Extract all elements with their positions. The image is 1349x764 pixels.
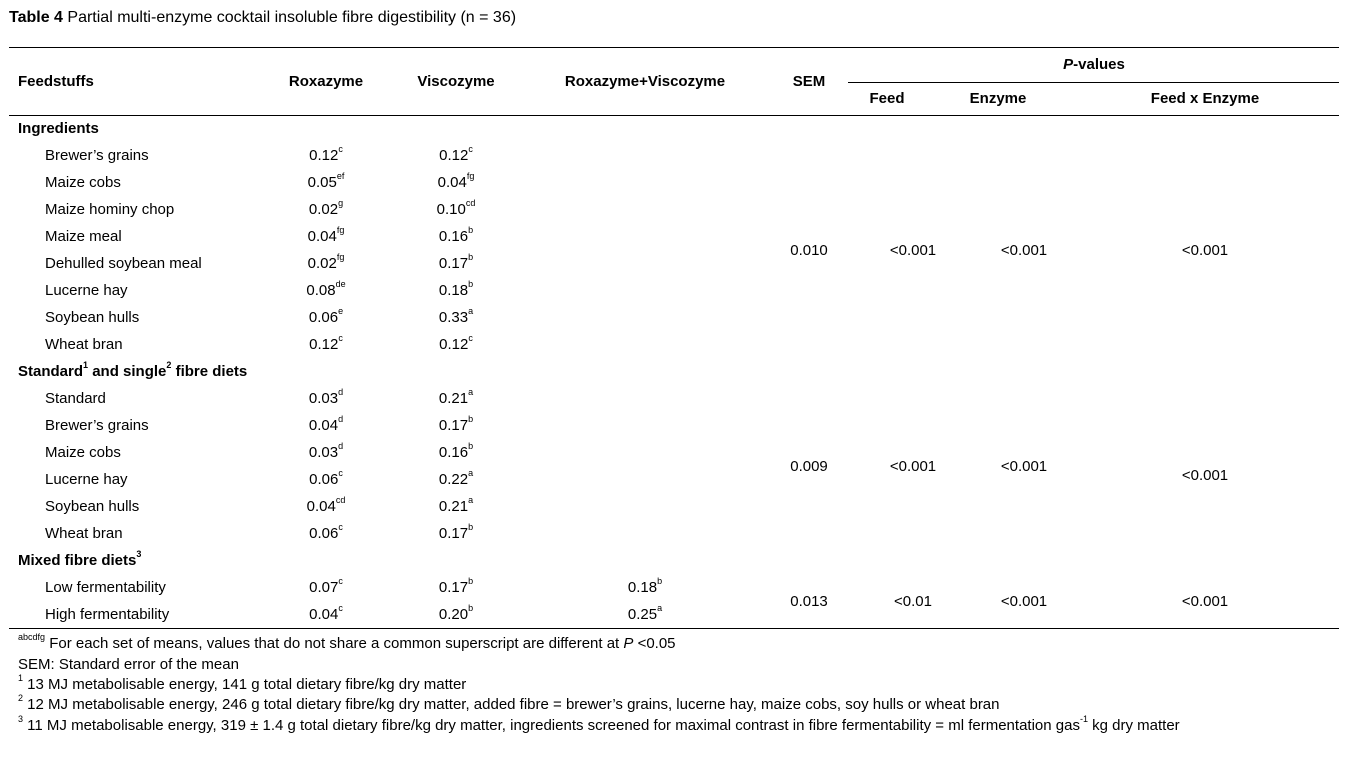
rox-value-cell bbox=[309, 520, 343, 547]
vis-value: 0.17 bbox=[438, 417, 469, 434]
vis-value-cell bbox=[439, 223, 473, 250]
p-interaction-ingredients: <0.001 bbox=[1181, 242, 1229, 259]
rox-value-cell bbox=[309, 304, 343, 331]
rox-superscript: c bbox=[338, 603, 343, 613]
footnote-sem: SEM: Standard error of the mean bbox=[18, 656, 239, 673]
table-row bbox=[0, 574, 1349, 601]
footnote-2-text: 12 MJ metabolisable energy, 246 g total dietary fibre/kg dry matter, added fibre = brewer’s grains, lucerne hay, maize cobs, soy hulls or wheat bran bbox=[23, 696, 1000, 713]
header-pvalues-p: P bbox=[1063, 56, 1074, 73]
header-pvalues bbox=[1063, 56, 1125, 73]
table-row bbox=[0, 493, 1349, 520]
footnote-1 bbox=[18, 673, 467, 693]
feedstuff-name: Brewer’s grains bbox=[45, 147, 149, 164]
vis-value: 0.21 bbox=[438, 390, 469, 407]
vis-value: 0.22 bbox=[438, 471, 469, 488]
vis-superscript: c bbox=[468, 144, 473, 154]
vis-value: 0.21 bbox=[438, 498, 469, 515]
feedstuff-name: Maize cobs bbox=[45, 174, 121, 191]
vis-value: 0.18 bbox=[438, 282, 469, 299]
header-sem: SEM bbox=[792, 73, 826, 90]
rox-superscript: fg bbox=[336, 252, 345, 262]
rox-value: 0.04 bbox=[307, 228, 337, 245]
table-label: Table 4 bbox=[9, 9, 63, 26]
vis-value: 0.16 bbox=[438, 444, 469, 461]
table-row bbox=[0, 277, 1349, 304]
vis-value: 0.10 bbox=[436, 201, 466, 218]
vis-value: 0.12 bbox=[439, 147, 469, 164]
rox-value: 0.12 bbox=[309, 147, 339, 164]
rox-value: 0.04 bbox=[309, 606, 339, 623]
rox-value: 0.03 bbox=[308, 444, 339, 461]
p-feed-standard-single: <0.001 bbox=[889, 458, 937, 475]
rox-value-cell bbox=[309, 196, 343, 223]
vis-value-cell bbox=[439, 493, 473, 520]
rox-value-cell bbox=[309, 331, 343, 358]
rox-value: 0.12 bbox=[309, 336, 339, 353]
rox-value-cell bbox=[309, 412, 343, 439]
footnote-3-sup: 3 bbox=[18, 714, 24, 724]
table-row bbox=[0, 169, 1349, 196]
rox-value: 0.04 bbox=[306, 498, 336, 515]
header-feedstuffs: Feedstuffs bbox=[18, 73, 94, 90]
table-row bbox=[0, 331, 1349, 358]
table-row bbox=[0, 412, 1349, 439]
header-enzyme: Enzyme bbox=[969, 90, 1027, 107]
combo-superscript: b bbox=[657, 576, 663, 586]
header-feed-x-enzyme: Feed x Enzyme bbox=[1150, 90, 1260, 107]
vis-value-cell bbox=[439, 466, 473, 493]
vis-superscript: b bbox=[468, 414, 474, 424]
feedstuff-name: Standard bbox=[45, 390, 106, 407]
table-row bbox=[0, 601, 1349, 628]
sem-mixed: 0.013 bbox=[790, 593, 828, 610]
vis-value-cell bbox=[439, 277, 473, 304]
p-enzyme-mixed: <0.001 bbox=[1000, 593, 1048, 610]
vis-superscript: b bbox=[468, 522, 474, 532]
rox-value-cell bbox=[309, 142, 343, 169]
rox-superscript: d bbox=[338, 441, 344, 451]
feedstuff-name: Maize meal bbox=[45, 228, 122, 245]
rox-value: 0.06 bbox=[309, 525, 339, 542]
table-caption bbox=[9, 9, 516, 27]
vis-value: 0.33 bbox=[438, 309, 469, 326]
section-title-mixed-text: Mixed fibre diets bbox=[18, 552, 137, 569]
rox-superscript: d bbox=[338, 414, 344, 424]
section-title-sup2: 2 bbox=[166, 360, 172, 370]
rox-superscript: ef bbox=[336, 171, 345, 181]
vis-superscript: b bbox=[468, 576, 474, 586]
vis-value-cell bbox=[439, 331, 473, 358]
section-title-single: and single bbox=[88, 363, 167, 380]
section-title-mixed-sup: 3 bbox=[136, 549, 142, 559]
table-row bbox=[0, 385, 1349, 412]
vis-value: 0.04 bbox=[437, 174, 467, 191]
vis-value-cell bbox=[439, 439, 473, 466]
p-enzyme-ingredients: <0.001 bbox=[1000, 242, 1048, 259]
p-interaction-mixed: <0.001 bbox=[1181, 593, 1229, 610]
rox-value-cell bbox=[306, 277, 345, 304]
rox-value: 0.04 bbox=[308, 417, 339, 434]
section-title-ingredients: Ingredients bbox=[18, 120, 99, 137]
header-viscozyme: Viscozyme bbox=[417, 73, 495, 90]
p-feed-ingredients: <0.001 bbox=[889, 242, 937, 259]
rox-superscript: c bbox=[338, 333, 343, 343]
footnote-superscripts bbox=[18, 632, 676, 652]
rox-superscript: g bbox=[338, 198, 344, 208]
sem-ingredients: 0.010 bbox=[790, 242, 828, 259]
section-title-mixed bbox=[18, 549, 142, 569]
top-rule bbox=[9, 47, 1339, 48]
bottom-rule bbox=[9, 628, 1339, 629]
header-feed: Feed bbox=[869, 90, 905, 107]
rox-superscript: c bbox=[338, 522, 343, 532]
vis-value-cell bbox=[439, 142, 473, 169]
vis-superscript: a bbox=[468, 495, 474, 505]
feedstuff-name: Soybean hulls bbox=[45, 309, 140, 326]
combo-value: 0.18 bbox=[627, 579, 658, 596]
p-feed-mixed: <0.01 bbox=[894, 593, 932, 610]
footnote-1-text: 13 MJ metabolisable energy, 141 g total dietary fibre/kg dry matter bbox=[23, 676, 467, 693]
feedstuff-name: Brewer’s grains bbox=[45, 417, 149, 434]
table-row bbox=[0, 520, 1349, 547]
vis-superscript: b bbox=[468, 225, 474, 235]
table-row bbox=[0, 466, 1349, 493]
footnote-3-text: 11 MJ metabolisable energy, 319 ± 1.4 g total dietary fibre/kg dry matter, ingredients screened for maximal contrast in fibre fermentability = ml fermentation gas bbox=[23, 717, 1080, 734]
vis-value-cell bbox=[439, 250, 473, 277]
vis-superscript: b bbox=[468, 279, 474, 289]
vis-value: 0.20 bbox=[438, 606, 469, 623]
feedstuff-name: High fermentability bbox=[45, 606, 170, 623]
table-row bbox=[0, 142, 1349, 169]
p-enzyme-standard-single: <0.001 bbox=[1000, 458, 1048, 475]
table-row bbox=[0, 250, 1349, 277]
header-rule bbox=[9, 115, 1339, 116]
vis-value: 0.17 bbox=[438, 255, 469, 272]
footnote-2 bbox=[18, 693, 1000, 713]
feedstuff-name: Wheat bran bbox=[45, 525, 123, 542]
combo-value: 0.25 bbox=[627, 606, 658, 623]
table-row bbox=[0, 304, 1349, 331]
footnote-p-value: <0.05 bbox=[633, 635, 676, 652]
vis-value-cell bbox=[439, 385, 473, 412]
rox-value-cell bbox=[308, 250, 345, 277]
vis-superscript: a bbox=[468, 387, 474, 397]
footnote-p: P bbox=[623, 635, 634, 652]
rox-value: 0.03 bbox=[308, 390, 339, 407]
vis-superscript: c bbox=[468, 333, 473, 343]
rox-value: 0.05 bbox=[307, 174, 337, 191]
rox-value-cell bbox=[308, 169, 345, 196]
vis-superscript: cd bbox=[465, 198, 476, 208]
rox-value-cell bbox=[307, 493, 346, 520]
p-interaction-standard-single: <0.001 bbox=[1181, 467, 1229, 484]
rox-value: 0.07 bbox=[309, 579, 339, 596]
vis-superscript: fg bbox=[466, 171, 475, 181]
rox-value: 0.02 bbox=[308, 201, 339, 218]
section-title-standard-single bbox=[18, 360, 248, 380]
vis-value-cell bbox=[439, 304, 473, 331]
feedstuff-name: Low fermentability bbox=[45, 579, 166, 596]
rox-superscript: cd bbox=[335, 495, 346, 505]
rox-superscript: fg bbox=[336, 225, 345, 235]
feedstuff-name: Lucerne hay bbox=[45, 471, 128, 488]
rox-value-cell bbox=[309, 601, 343, 628]
footnote-means-text: For each set of means, values that do not share a common superscript are different at bbox=[45, 635, 624, 652]
footnote-3-end: kg dry matter bbox=[1087, 717, 1180, 734]
section-title-fibre-diets: fibre diets bbox=[171, 363, 248, 380]
footnote-sup-letters: abcdfg bbox=[18, 632, 46, 642]
combo-value-cell bbox=[628, 601, 662, 628]
vis-value: 0.12 bbox=[439, 336, 469, 353]
vis-value-cell bbox=[439, 520, 473, 547]
table-row bbox=[0, 223, 1349, 250]
vis-value-cell bbox=[437, 196, 476, 223]
rox-value-cell bbox=[309, 466, 343, 493]
rox-value-cell bbox=[309, 574, 343, 601]
table-row bbox=[0, 439, 1349, 466]
feedstuff-name: Soybean hulls bbox=[45, 498, 140, 515]
feedstuff-name: Maize hominy chop bbox=[45, 201, 175, 218]
footnote-3 bbox=[18, 716, 1338, 735]
combo-value-cell bbox=[628, 574, 662, 601]
rox-value-cell bbox=[308, 223, 345, 250]
rox-value: 0.02 bbox=[307, 255, 337, 272]
rox-value-cell bbox=[309, 385, 343, 412]
pvalues-rule bbox=[848, 82, 1339, 83]
feedstuff-name: Lucerne hay bbox=[45, 282, 128, 299]
header-roxazyme: Roxazyme bbox=[288, 73, 364, 90]
feedstuff-name: Dehulled soybean meal bbox=[45, 255, 202, 272]
rox-superscript: e bbox=[338, 306, 344, 316]
rox-value-cell bbox=[309, 439, 343, 466]
feedstuff-name: Maize cobs bbox=[45, 444, 121, 461]
header-roxazyme-viscozyme: Roxazyme+Viscozyme bbox=[564, 73, 726, 90]
vis-value-cell bbox=[439, 601, 473, 628]
vis-superscript: b bbox=[468, 441, 474, 451]
sem-standard-single: 0.009 bbox=[790, 458, 828, 475]
table-title: Partial multi-enzyme cocktail insoluble fibre digestibility (n = 36) bbox=[67, 9, 517, 26]
rox-superscript: c bbox=[338, 468, 343, 478]
rox-superscript: c bbox=[338, 144, 343, 154]
table-row bbox=[0, 196, 1349, 223]
rox-superscript: d bbox=[338, 387, 344, 397]
rox-value: 0.08 bbox=[306, 282, 336, 299]
vis-value-cell bbox=[438, 169, 475, 196]
vis-value: 0.16 bbox=[438, 228, 469, 245]
vis-value: 0.17 bbox=[438, 525, 469, 542]
rox-superscript: de bbox=[335, 279, 346, 289]
vis-superscript: b bbox=[468, 252, 474, 262]
vis-superscript: a bbox=[468, 468, 474, 478]
rox-value: 0.06 bbox=[309, 471, 339, 488]
section-title-sup1: 1 bbox=[83, 360, 89, 370]
vis-value-cell bbox=[439, 574, 473, 601]
footnote-1-sup: 1 bbox=[18, 673, 24, 683]
feedstuff-name: Wheat bran bbox=[45, 336, 123, 353]
footnote-2-sup: 2 bbox=[18, 693, 24, 703]
vis-value-cell bbox=[439, 412, 473, 439]
footnote-3-sup-minus1: -1 bbox=[1079, 714, 1088, 724]
vis-superscript: b bbox=[468, 603, 474, 613]
combo-superscript: a bbox=[657, 603, 663, 613]
rox-superscript: c bbox=[338, 576, 343, 586]
section-title-standard: Standard bbox=[18, 363, 84, 380]
header-pvalues-suffix: -values bbox=[1073, 56, 1125, 73]
vis-superscript: a bbox=[468, 306, 474, 316]
rox-value: 0.06 bbox=[308, 309, 339, 326]
vis-value: 0.17 bbox=[438, 579, 469, 596]
